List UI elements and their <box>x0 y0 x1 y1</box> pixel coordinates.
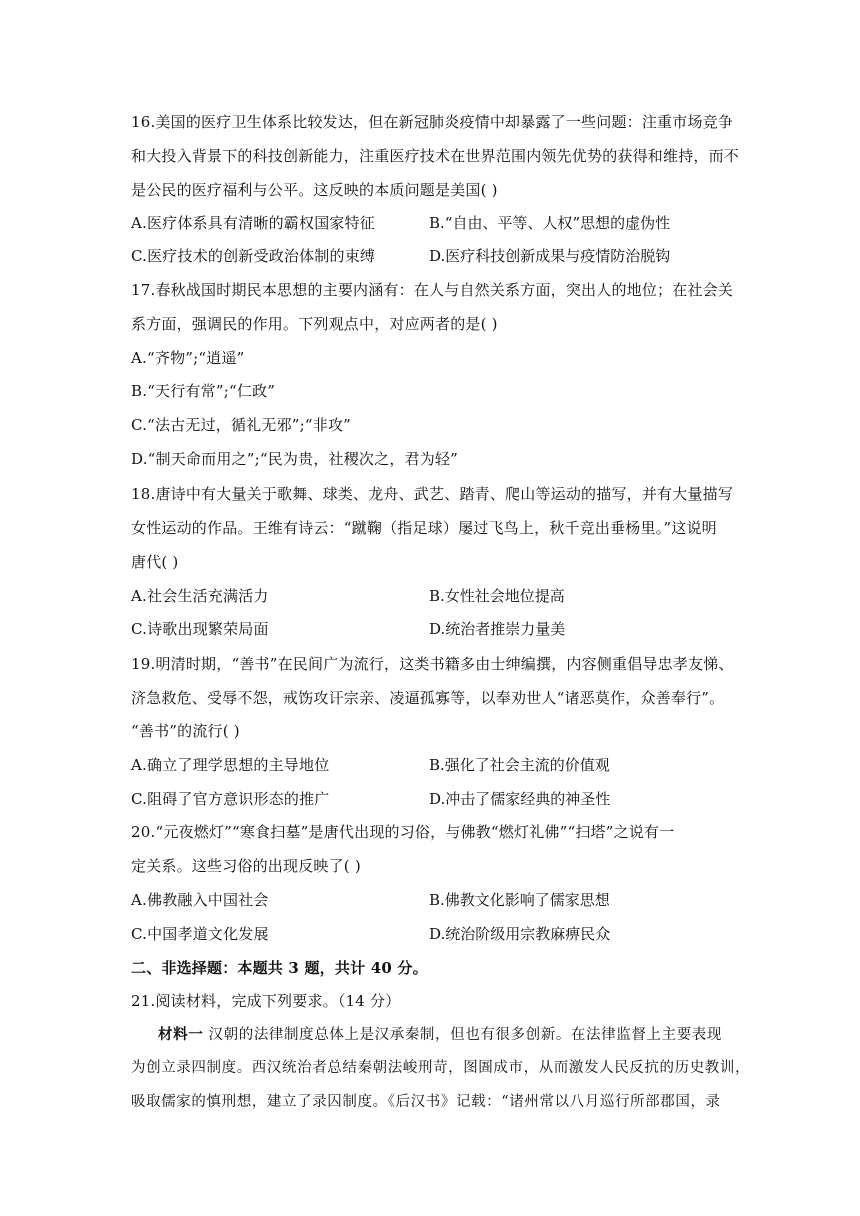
q17-option-c: C.“法古无过，循礼无邪”;“非攻” <box>131 416 352 434</box>
q17-stem-line-2: 系方面，强调民的作用。下列观点中，对应两者的是( ) <box>131 315 498 333</box>
q20-option-a: A.佛教融入中国社会 <box>131 891 269 909</box>
q20-option-c: C.中国孝道文化发展 <box>131 925 269 943</box>
q17-option-d: D.“制天命而用之”;“民为贵，社稷次之，君为轻” <box>131 450 458 468</box>
q20-stem-line-2: 定关系。这些习俗的出现反映了( ) <box>131 857 361 875</box>
q18-stem-line-1: 18.唐诗中有大量关于歌舞、球类、龙舟、武艺、踏青、爬山等运动的描写，并有大量描写 <box>131 485 734 503</box>
q19-stem-line-3: “善书”的流行( ) <box>131 722 240 740</box>
q19-option-b: B.强化了社会主流的价值观 <box>429 756 610 774</box>
q21-material-label: 材料一 <box>158 1026 204 1043</box>
q16-option-c: C.医疗技术的创新受政治体制的束缚 <box>131 247 376 265</box>
q16-option-b: B.“自由、平等、人权”思想的虚伪性 <box>429 214 671 232</box>
q20-option-d: D.统治阶级用宗教麻痹民众 <box>429 925 611 943</box>
q18-option-b: B.女性社会地位提高 <box>429 587 565 605</box>
q17-option-b: B.“天行有常”;“仁政” <box>131 382 276 400</box>
q16-stem-line-1: 16.美国的医疗卫生体系比较发达，但在新冠肺炎疫情中却暴露了一些问题：注重市场竞争 <box>131 113 734 131</box>
q17-option-a: A.“齐物”;“逍遥” <box>131 349 245 367</box>
q16-stem-line-3: 是公民的医疗福利与公平。这反映的本质问题是美国( ) <box>131 181 498 199</box>
q17-stem-line-1: 17.春秋战国时期民本思想的主要内涵有：在人与自然关系方面，突出人的地位；在社会关 <box>131 281 734 299</box>
q19-option-c: C.阻碍了官方意识形态的推广 <box>131 790 330 808</box>
q21-material-line-1 <box>158 1025 758 1045</box>
q18-stem-line-2: 女性运动的作品。王维有诗云：“蹴鞠（指足球）屡过飞鸟上，秋千竞出垂杨里。”这说明 <box>131 519 717 537</box>
q16-stem-line-2: 和大投入背景下的科技创新能力，注重医疗技术在世界范围内领先优势的获得和维持，而不 <box>131 147 740 165</box>
q19-option-a: A.确立了理学思想的主导地位 <box>131 756 330 774</box>
q16-option-a: A.医疗体系具有清晰的霸权国家特征 <box>131 214 376 232</box>
q21-material-text-1: 汉朝的法律制度总体上是汉承秦制，但也有很多创新。在法律监督上主要表现 <box>203 1027 722 1043</box>
q19-stem-line-2: 济急救危、受辱不怨，戒饬攻讦宗亲、凌逼孤寡等，以奉劝世人“诸恶莫作，众善奉行”。 <box>131 689 725 707</box>
q19-stem-line-1: 19.明清时期，“善书”在民间广为流行，这类书籍多由士绅编撰，内容侧重倡导忠孝友悌、 <box>131 655 734 673</box>
q19-option-d: D.冲击了儒家经典的神圣性 <box>429 790 611 808</box>
q20-stem-line-1: 20.“元夜燃灯”“寒食扫墓”是唐代出现的习俗，与佛教“燃灯礼佛”“扫塔”之说有一 <box>131 823 675 841</box>
q21-material-line-3: 吸取儒家的慎刑想，建立了录囚制度。《后汉书》记载：“诸州常以八月巡行所部郡国，录 <box>131 1094 721 1110</box>
q21-material-line-2: 为创立录四制度。西汉统治者总结秦朝法峻刑苛，图圄成市，从而激发人民反抗的历史教训， <box>131 1060 751 1076</box>
q18-option-c: C.诗歌出现繁荣局面 <box>131 620 269 638</box>
q21-stem: 21.阅读材料，完成下列要求。（14 分） <box>131 992 401 1010</box>
q20-option-b: B.佛教文化影响了儒家思想 <box>429 891 610 909</box>
section-2-heading: 二、非选择题：本题共 3 题，共计 40 分。 <box>131 959 428 977</box>
q16-option-d: D.医疗科技创新成果与疫情防治脱钩 <box>429 247 671 265</box>
q18-stem-line-3: 唐代( ) <box>131 553 179 571</box>
q18-option-a: A.社会生活充满活力 <box>131 587 269 605</box>
q18-option-d: D.统治者推崇力量美 <box>429 620 566 638</box>
